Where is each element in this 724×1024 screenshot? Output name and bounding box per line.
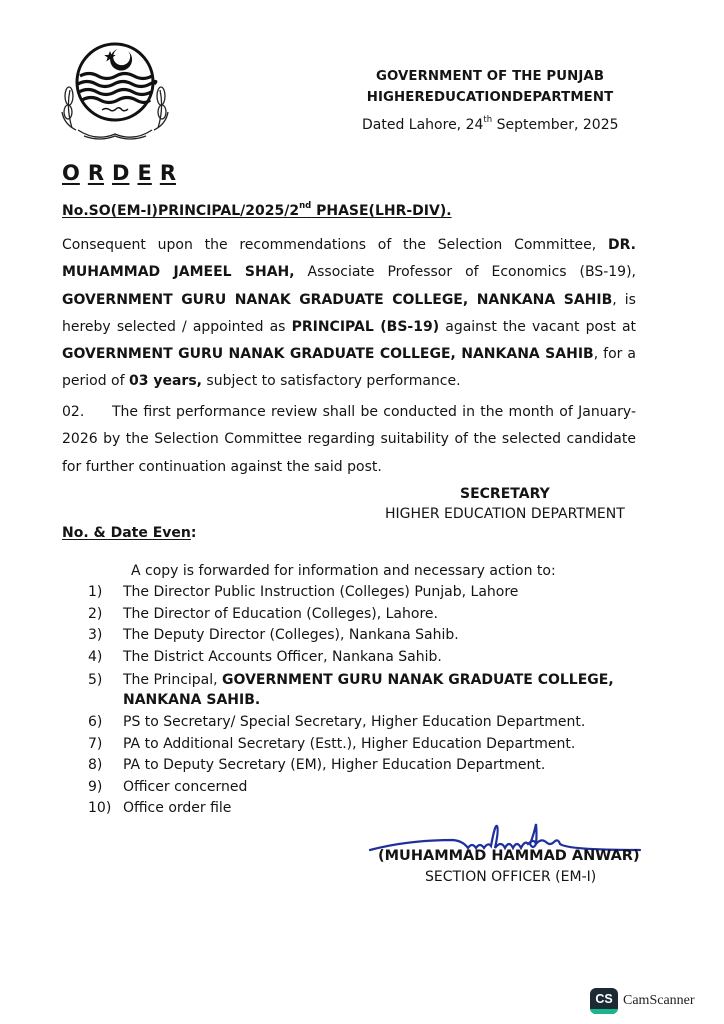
- order-number: No.SO(EM-I)PRINCIPAL/2025/2nd PHASE(LHR-DIV).: [62, 201, 452, 219]
- dated-line: Dated Lahore, 24th September, 2025: [362, 115, 619, 133]
- list-item: 6) PS to Secretary/ Special Secretary, Higher Education Department.: [88, 714, 586, 730]
- list-item: 10) Office order file: [88, 800, 232, 816]
- order-heading: O R D E R: [62, 161, 176, 185]
- list-item: 9) Officer concerned: [88, 778, 248, 795]
- copy-forwarded-intro: A copy is forwarded for information and necessary action to:: [131, 563, 556, 579]
- list-item: 2) The Director of Education (Colleges), Lahore.: [88, 605, 438, 622]
- camscanner-watermark: [590, 988, 695, 1014]
- list-item: 5) The Principal, GOVERNMENT GURU NANAK GRADUATE COLLEGE, NANKANA SAHIB.: [88, 672, 614, 708]
- signatory-designation: SECTION OFFICER (EM-I): [425, 869, 597, 885]
- list-item: 4) The District Accounts Officer, Nankana Sahib.: [88, 648, 442, 665]
- camscanner-label: CamScanner: [623, 993, 695, 1008]
- distribution-list: [88, 582, 658, 820]
- camscanner-logo-icon: CS: [590, 988, 618, 1014]
- punjab-government-logo: [50, 30, 180, 145]
- letterhead: [345, 66, 635, 108]
- order-paragraph-2: 02. The first performance review shall be conducted in the month of January-2026 by the Selection Committee regarding suitability of the selected candidate for further continuation against the said post.: [62, 399, 636, 481]
- paragraph-number: 02.: [62, 404, 85, 420]
- punjab-emblem-icon: [50, 30, 180, 145]
- no-date-even: No. & Date Even:: [62, 525, 197, 541]
- list-item: 3) The Deputy Director (Colleges), Nankana Sahib.: [88, 627, 459, 643]
- order-paragraph-1: Consequent upon the recommendations of the Selection Committee, DR. MUHAMMAD JAMEEL SHAH, Associate Professor of Economics (BS-19), GOVERNMENT GURU NANAK GRADUATE COLLEGE, NANKANA SAHIB, is hereby selected / appointed as PRINCIPAL (BS-19) against the vacant post at GOVERNMENT GURU NANAK GRADUATE COLLEGE, NANKANA SAHIB, for a period of 03 years, subject to satisfactory performance.: [62, 237, 637, 390]
- list-item: 1) The Director Public Instruction (Colleges) Punjab, Lahore: [88, 584, 519, 600]
- signatory-name: (MUHAMMAD HAMMAD ANWAR): [378, 848, 640, 864]
- secretary-department: HIGHER EDUCATION DEPARTMENT: [385, 506, 625, 522]
- government-name: GOVERNMENT OF THE PUNJAB: [375, 69, 605, 84]
- department-name: HIGHEREDUCATIONDEPARTMENT: [366, 90, 614, 105]
- list-item: 7) PA to Additional Secretary (Estt.), Higher Education Department.: [88, 735, 576, 752]
- list-item: 8) PA to Deputy Secretary (EM), Higher Education Department.: [88, 757, 546, 773]
- secretary-title: SECRETARY: [460, 486, 550, 502]
